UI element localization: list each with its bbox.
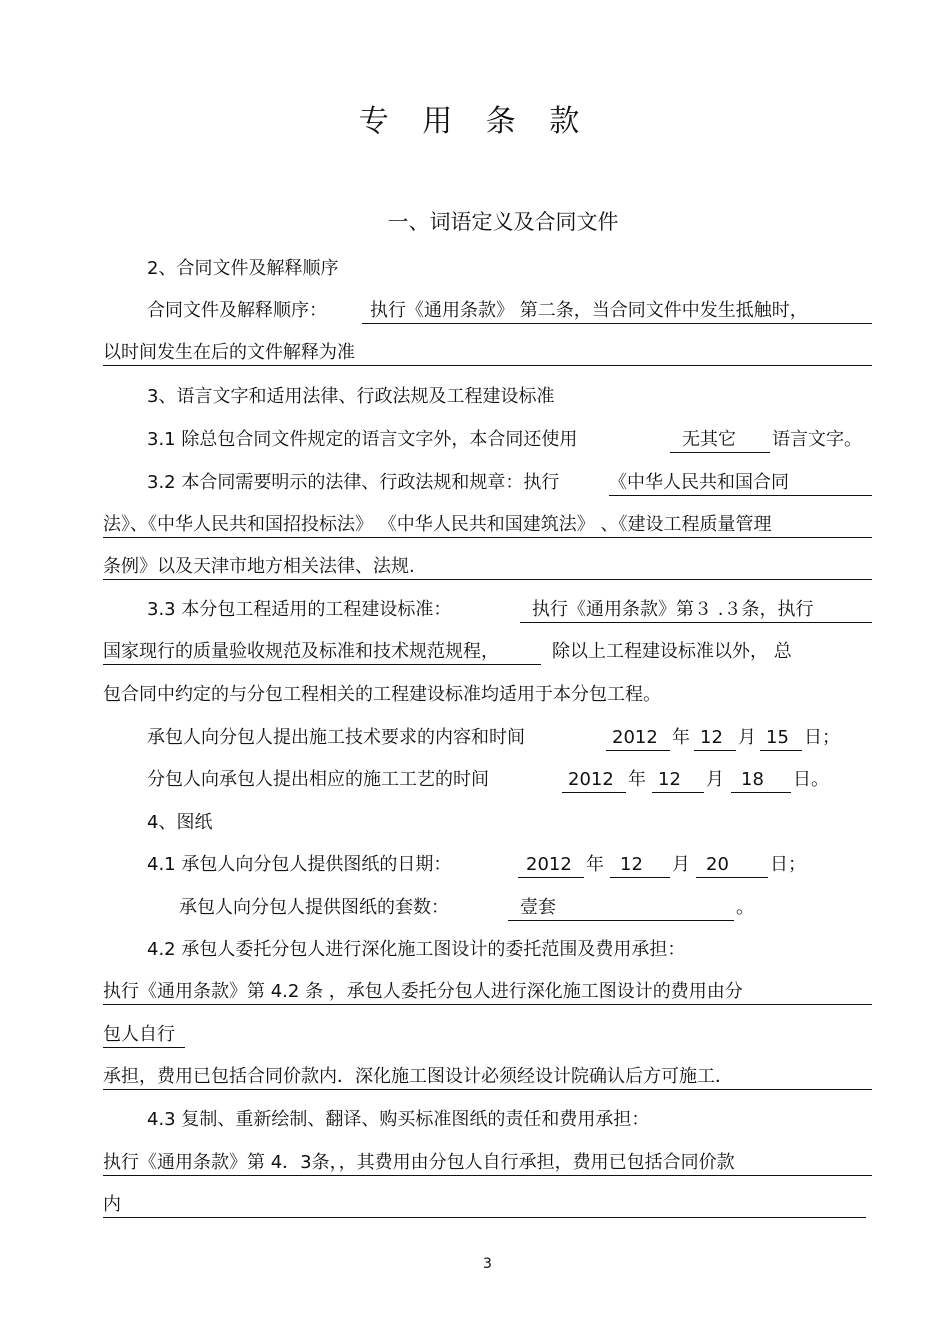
underline xyxy=(652,792,704,793)
underline xyxy=(562,792,626,793)
underline xyxy=(103,365,872,366)
underline xyxy=(731,792,791,793)
process-label: 分包人向承包人提出相应的施工工艺的时间 xyxy=(147,769,489,790)
process-day: 18 xyxy=(741,769,764,790)
drawing-day: 20 xyxy=(706,854,729,875)
clause-3-3-value-2: 国家现行的质量验收规范及标准和技术规范规程， xyxy=(103,641,499,662)
heading-2: 2、合同文件及解释顺序 xyxy=(147,258,339,279)
underline xyxy=(362,323,872,324)
heading-3: 3、语言文字和适用法律、行政法规及工程建设标准 xyxy=(147,386,555,407)
unit-day: 日； xyxy=(804,727,840,748)
clause-3-2-value-2: 法》、《中华人民共和国招投标法》 《中华人民共和国建筑法》 、《建设工程质量管理 xyxy=(103,514,772,535)
tech-requirement-year: 2012 xyxy=(612,727,658,748)
clause-4-1-text: 4.1 承包人向分包人提供图纸的日期： xyxy=(147,854,452,875)
underline xyxy=(606,750,670,751)
underline xyxy=(103,537,872,538)
underline xyxy=(103,1089,872,1090)
underline xyxy=(694,750,736,751)
clause-4-2-value-3: 承担，费用已包括合同价款内．深化施工图设计必须经设计院确认后方可施工． xyxy=(103,1066,733,1087)
unit-day: 日； xyxy=(770,854,806,875)
drawing-sets-label: 承包人向分包人提供图纸的套数： xyxy=(179,897,449,918)
clause-4-3-value-1: 执行《通用条款》第 4．3条，，其费用由分包人自行承担，费用已包括合同价款 xyxy=(103,1152,735,1173)
underline xyxy=(670,452,770,453)
clause-3-3-value-1: 执行《通用条款》第３ .３条，执行 xyxy=(532,599,814,620)
underline xyxy=(520,622,872,623)
underline xyxy=(508,920,734,921)
drawing-sets-value: 壹套 xyxy=(520,897,556,918)
unit-year: 年 xyxy=(586,854,604,875)
underline xyxy=(103,664,541,665)
clause-3-2-value-1: 《中华人民共和国合同 xyxy=(609,472,789,493)
underline xyxy=(103,579,872,580)
clause-2-label: 合同文件及解释顺序： xyxy=(147,300,327,321)
underline xyxy=(760,750,802,751)
clause-3-3-tail: 除以上工程建设标准以外， 总 xyxy=(552,641,792,662)
unit-month: 月 xyxy=(706,769,724,790)
unit-month: 月 xyxy=(738,727,756,748)
clause-4-3-text: 4.3 复制、重新绘制、翻译、购买标准图纸的责任和费用承担： xyxy=(147,1109,650,1130)
process-year: 2012 xyxy=(568,769,614,790)
unit-day-end: 日。 xyxy=(793,769,829,790)
tech-requirement-month: 12 xyxy=(700,727,723,748)
clause-4-2-text: 4.2 承包人委托分包人进行深化施工图设计的委托范围及费用承担： xyxy=(147,939,686,960)
underline xyxy=(610,877,670,878)
document-title: 专 用 条 款 xyxy=(358,104,592,139)
clause-2-value-2: 以时间发生在后的文件解释为准 xyxy=(103,342,355,363)
drawing-year: 2012 xyxy=(526,854,572,875)
tech-requirement-label: 承包人向分包人提出施工技术要求的内容和时间 xyxy=(147,727,525,748)
page-number: 3 xyxy=(483,1256,492,1272)
clause-3-3-line-3: 包合同中约定的与分包工程相关的工程建设标准均适用于本分包工程。 xyxy=(103,684,661,705)
heading-4: 4、图纸 xyxy=(147,812,213,833)
tech-requirement-day: 15 xyxy=(766,727,789,748)
underline xyxy=(103,1047,185,1048)
underline xyxy=(696,877,768,878)
clause-3-1-value: 无其它 xyxy=(682,429,736,450)
clause-3-1-tail: 语言文字。 xyxy=(772,429,862,450)
clause-3-1-text: 3.1 除总包合同文件规定的语言文字外，本合同还使用 xyxy=(147,429,578,450)
clause-4-2-value-1: 执行《通用条款》第 4.2 条 ，承包人委托分包人进行深化施工图设计的费用由分 xyxy=(103,981,743,1002)
underline xyxy=(103,1004,872,1005)
section-title: 一、词语定义及合同文件 xyxy=(387,210,619,234)
underline xyxy=(103,1175,872,1176)
period: 。 xyxy=(736,897,754,918)
clause-4-2-value-2: 包人自行 xyxy=(103,1024,175,1045)
unit-month: 月 xyxy=(672,854,690,875)
clause-4-3-value-2: 内 xyxy=(103,1194,121,1215)
underline xyxy=(103,1217,866,1218)
unit-year: 年 xyxy=(672,727,690,748)
underline xyxy=(518,877,584,878)
clause-3-2-text: 3.2 本合同需要明示的法律、行政法规和规章：执行 xyxy=(147,472,560,493)
unit-year: 年 xyxy=(628,769,646,790)
underline xyxy=(609,495,872,496)
clause-2-value-1: 执行《通用条款》 第二条，当合同文件中发生抵触时， xyxy=(370,300,808,321)
clause-3-2-value-3: 条例》以及天津市地方相关法律、法规. xyxy=(103,556,415,577)
drawing-month: 12 xyxy=(620,854,643,875)
process-month: 12 xyxy=(658,769,681,790)
clause-3-3-text: 3.3 本分包工程适用的工程建设标准： xyxy=(147,599,452,620)
